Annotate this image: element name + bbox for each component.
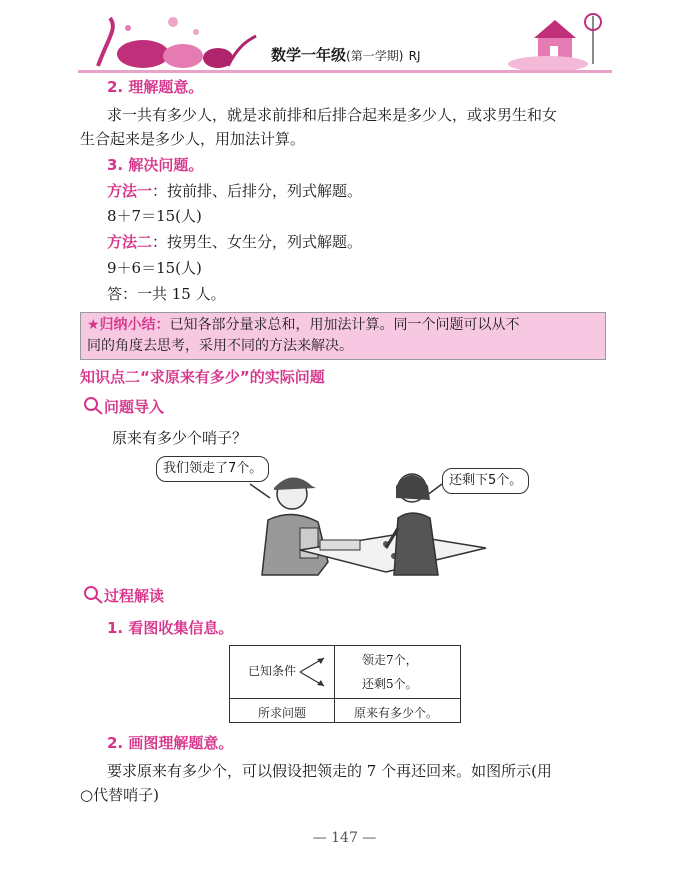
method1 [107, 180, 362, 202]
question-label: 所求问题 [258, 706, 307, 720]
speech-bubble-right: 还剩下5个。 [442, 468, 529, 494]
step2-text-line2: 生合起来是多少人，用加法计算。 [80, 130, 306, 148]
known-value-2: 还剩5个。 [362, 677, 418, 691]
scene-drawing [150, 450, 550, 580]
method2-text: ：按男生、女生分，列式解题。 [152, 233, 363, 251]
magnifier-icon [82, 585, 104, 605]
header-semester: (第一学期) [346, 49, 404, 63]
process-step1-heading: 1. 看图收集信息。 [107, 619, 234, 637]
method2-label: 方法二 [107, 233, 153, 251]
header-edition: RJ [408, 49, 421, 63]
method2-equation: 9＋6＝15(人) [107, 259, 202, 277]
process-heading-row [82, 585, 164, 607]
speech-bubble-left: 我们领走了7个。 [156, 456, 269, 482]
method1-equation: 8＋7＝15(人) [107, 207, 202, 225]
step3-heading: 3. 解决问题。 [107, 156, 204, 174]
question: 原来有多少个哨子？ [112, 429, 248, 447]
knowledge-point-heading: 知识点二“求原来有多少”的实际问题 [80, 368, 325, 386]
answer: 答：一共 15 人。 [107, 285, 226, 303]
page-header [78, 8, 612, 78]
step2-heading: 2. 理解题意。 [107, 78, 204, 96]
method1-text: ：按前排、后排分，列式解题。 [152, 182, 363, 200]
question-value: 原来有多少个。 [354, 706, 439, 720]
arrow-icon [298, 654, 328, 690]
header-decoration-left [78, 8, 258, 70]
magnifier-icon [82, 396, 104, 416]
summary-label: ★归纳小结： [87, 317, 170, 333]
method2 [107, 231, 362, 253]
known-value-1: 领走7个， [362, 653, 418, 667]
header-title: 数学一年级 [271, 46, 347, 64]
intro-heading: 问题导入 [104, 398, 165, 416]
info-table [229, 645, 461, 723]
page-number: — 147 — [312, 830, 377, 846]
process-step2-heading: 2. 画图理解题意。 [107, 734, 234, 752]
intro-heading-row [82, 396, 164, 418]
step2-text-line1: 求一共有多少人，就是求前排和后排合起来是多少人，或求男生和女 [107, 106, 558, 124]
process-heading: 过程解读 [104, 587, 165, 605]
summary-text-line2: 同的角度去思考，采用不同的方法来解决。 [87, 338, 353, 354]
process-step2-text-line1: 要求原来有多少个，可以假设把领走的 7 个再还回来。如图所示(用 [107, 762, 552, 780]
illustration [150, 450, 550, 580]
summary-text-line1: 已知各部分量求总和，用加法计算。同一个问题可以从不 [169, 317, 520, 333]
method1-label: 方法一 [107, 182, 153, 200]
known-label: 已知条件 [248, 664, 297, 678]
summary-box [80, 312, 606, 360]
process-step2-text-line2: ○代替哨子) [80, 786, 159, 804]
header-decoration-right [508, 8, 612, 70]
